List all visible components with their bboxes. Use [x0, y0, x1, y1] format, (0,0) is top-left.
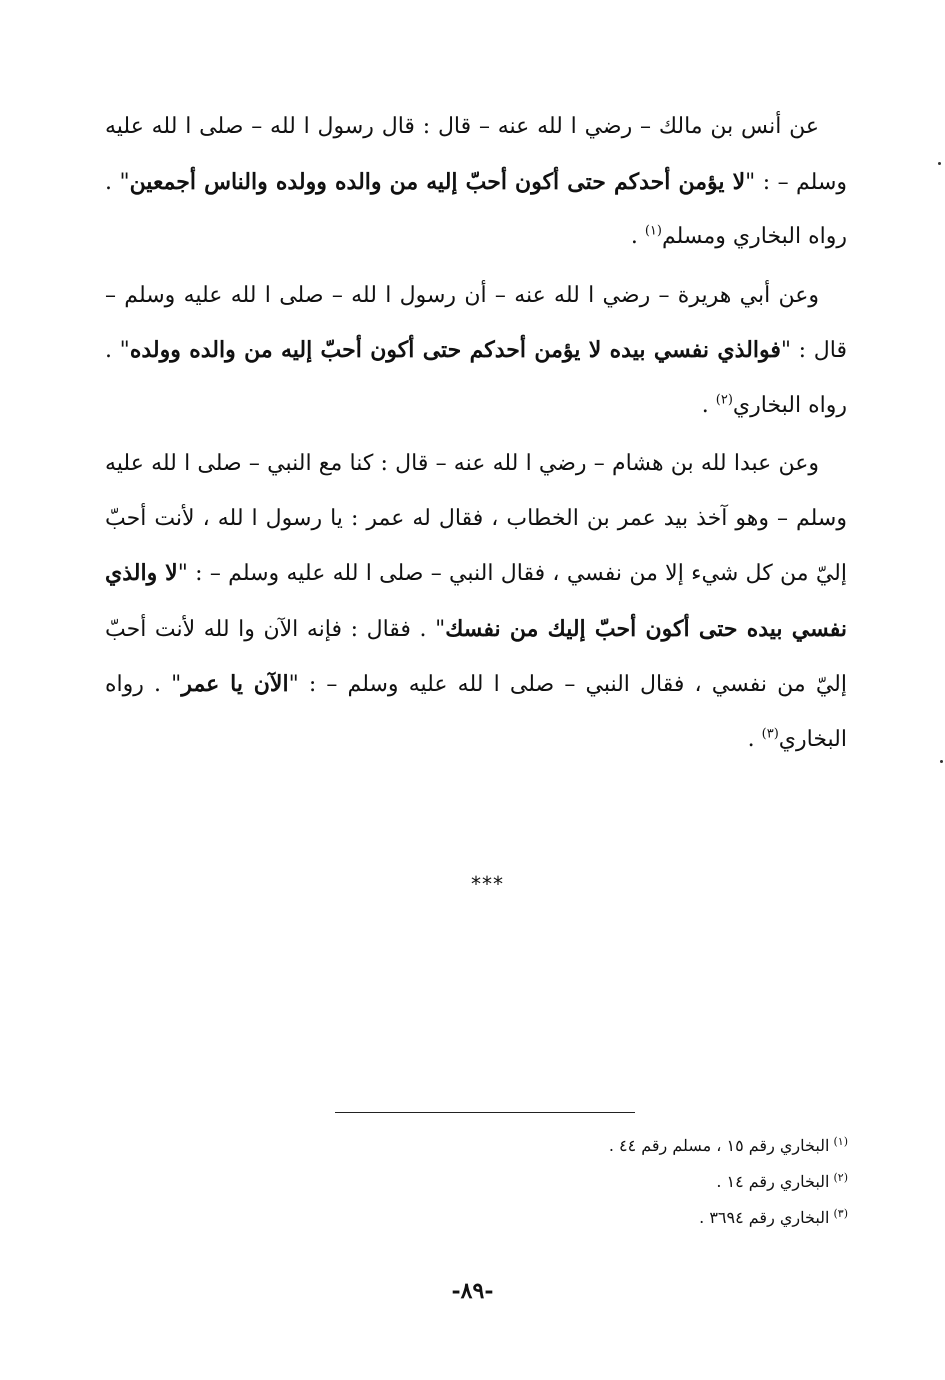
- page-number: -٨٩-: [451, 1278, 494, 1304]
- footnote-item: [200, 1164, 848, 1200]
- hadith-3-quote-2: الآن يا عمر: [181, 671, 289, 697]
- hadith-paragraph: [105, 269, 847, 434]
- hadith-3-intro: وعن عبدا لله بن هشام – رضي ا لله عنه – قال : كنا مع النبي – صلى ا لله عليه وسلم – وهو آخذ بيد عمر بن الخطاب ، فقال له عمر : يا رسول ا لله ، لأنت أحبّ إليّ من كل شيء إلا من نفسي ، فقال النبي – صلى ا لله عليه وسلم – : ": [105, 451, 847, 586]
- hadith-paragraph: [105, 437, 847, 767]
- footnote-text: البخاري رقم ٣٦٩٤ .: [699, 1208, 830, 1227]
- hadith-3-quote: لا والذي نفسي بيده حتى أكون أحبّ إليك من نفسك: [105, 560, 847, 642]
- footnote-item: [200, 1200, 848, 1236]
- hadith-2-end: .: [701, 392, 716, 418]
- section-separator: ***: [471, 872, 504, 896]
- hadith-1-end: .: [630, 224, 645, 249]
- footnote-text: البخاري رقم ١٤ .: [716, 1172, 830, 1191]
- hadith-1-source: " . رواه البخاري ومسلم: [105, 169, 847, 249]
- hadith-2-source: " . رواه البخاري: [105, 338, 847, 418]
- footnote-text: البخاري رقم ١٥ ، مسلم رقم ٤٤ .: [608, 1136, 830, 1155]
- hadith-2-intro: وعن أبي هريرة – رضي ا لله عنه – أن رسول ا لله – صلى ا لله عليه وسلم – قال : ": [105, 282, 847, 363]
- hadith-3-middle: " . فقال : فإنه الآن وا لله لأنت أحبّ إليّ من نفسي ، فقال النبي – صلى ا لله عليه وسلم – : ": [105, 616, 847, 697]
- footnote-divider: [335, 1112, 635, 1113]
- hadith-3-source: " . رواه البخاري: [105, 672, 847, 752]
- hadith-3-end: .: [747, 726, 762, 752]
- hadith-1-intro: عن أنس بن مالك – رضي ا لله عنه – قال : قال رسول ا لله – صلى ا لله عليه وسلم – : ": [105, 114, 847, 195]
- scan-speck: [940, 760, 943, 763]
- footnote-marker: (٢): [833, 1170, 848, 1184]
- main-text: [105, 100, 847, 771]
- footnotes: [200, 1128, 848, 1236]
- hadith-2-quote: فوالذي نفسي بيده لا يؤمن أحدكم حتى أكون أحبّ إليه من والده وولده: [129, 337, 781, 363]
- footnote-item: [200, 1128, 848, 1164]
- footnote-reference: (١): [644, 223, 662, 239]
- footnote-marker: (٣): [833, 1206, 848, 1220]
- footnote-marker: (١): [833, 1134, 848, 1148]
- hadith-paragraph: [105, 100, 847, 265]
- footnote-reference: (٣): [761, 726, 779, 742]
- footnote-reference: (٢): [715, 392, 733, 408]
- hadith-1-quote: لا يؤمن أحدكم حتى أكون أحبّ إليه من والده وولده والناس أجمعين: [129, 168, 746, 195]
- scan-speck: [938, 162, 941, 165]
